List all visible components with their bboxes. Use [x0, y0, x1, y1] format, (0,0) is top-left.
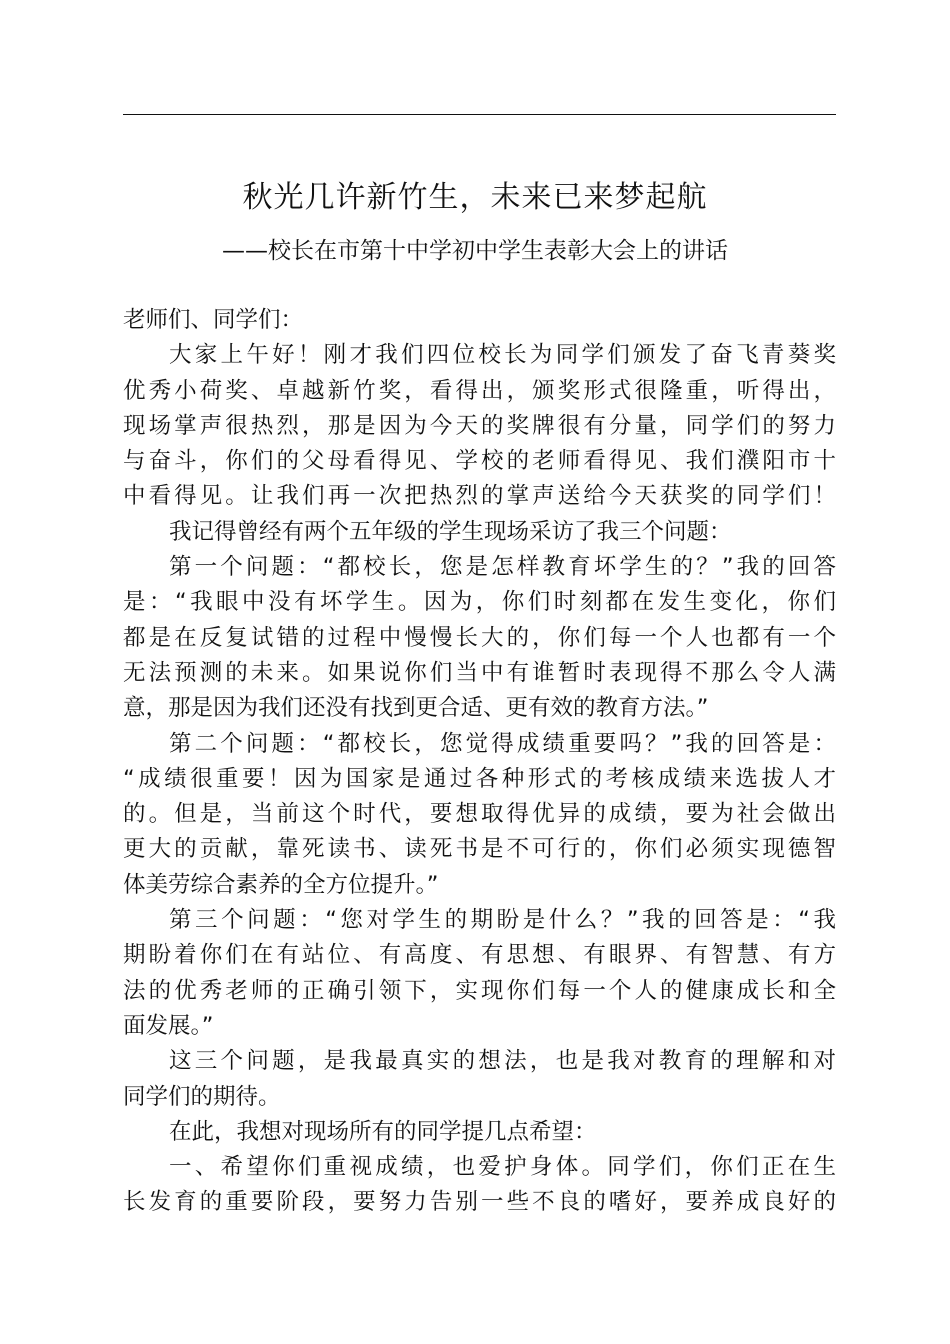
page-subtitle: ——校长在市第十中学初中学生表彰大会上的讲话	[222, 238, 728, 264]
text-line: 第二个问题：“都校长，您觉得成绩重要吗？”我的回答是：	[169, 730, 836, 757]
text-line: 中看得见。让我们再一次把热烈的掌声送给今天获奖的同学们！	[123, 483, 836, 510]
text-line: 的。但是，当前这个时代，要想取得优异的成绩，要为社会做出	[123, 801, 836, 828]
text-line: 法的优秀老师的正确引领下，实现你们每一个人的健康成长和全	[123, 977, 836, 1004]
text-line: 大家上午好！刚才我们四位校长为同学们颁发了奋飞青葵奖	[169, 342, 836, 369]
page-title: 秋光几许新竹生，未来已来梦起航	[242, 180, 708, 215]
text-line: 意，那是因为我们还没有找到更合适、更有效的教育方法。”	[123, 695, 709, 722]
text-line: 体美劳综合素养的全方位提升。”	[123, 871, 439, 898]
salutation-line: 老师们、同学们：	[123, 307, 304, 333]
text-line: 都是在反复试错的过程中慢慢长大的，你们每一个人也都有一个	[123, 624, 836, 651]
text-line: 我记得曾经有两个五年级的学生现场采访了我三个问题：	[169, 518, 732, 545]
text-line: 期盼着你们在有站位、有高度、有思想、有眼界、有智慧、有方	[123, 942, 836, 969]
text-line: 优秀小荷奖、卓越新竹奖，看得出，颁奖形式很隆重，听得出，	[123, 377, 836, 404]
speech-body	[123, 303, 836, 1221]
text-line: 第一个问题：“都校长，您是怎样教育坏学生的？”我的回答	[169, 554, 836, 581]
text-line: 与奋斗，你们的父母看得见、学校的老师看得见、我们濮阳市十	[123, 448, 836, 475]
text-line: 一、希望你们重视成绩，也爱护身体。同学们，你们正在生	[169, 1154, 836, 1181]
text-line: 更大的贡献，靠死读书、读死书是不可行的，你们必须实现德智	[123, 836, 836, 863]
text-line: 长发育的重要阶段，要努力告别一些不良的嗜好，要养成良好的	[123, 1189, 836, 1216]
text-line: 面发展。”	[123, 1012, 214, 1039]
text-line: 现场掌声很热烈，那是因为今天的奖牌很有分量，同学们的努力	[123, 412, 836, 439]
text-line: 同学们的期待。	[123, 1083, 281, 1110]
text-line: 无法预测的未来。如果说你们当中有谁暂时表现得不那么令人满	[123, 659, 836, 686]
text-line: 在此，我想对现场所有的同学提几点希望：	[169, 1118, 597, 1145]
text-line: 是：“我眼中没有坏学生。因为，你们时刻都在发生变化，你们	[123, 589, 836, 616]
header-rule	[123, 114, 836, 115]
text-line: “成绩很重要！因为国家是通过各种形式的考核成绩来选拔人才	[123, 765, 836, 792]
text-line: 第三个问题：“您对学生的期盼是什么？”我的回答是：“我	[169, 907, 836, 934]
text-line: 这三个问题，是我最真实的想法，也是我对教育的理解和对	[169, 1048, 836, 1075]
